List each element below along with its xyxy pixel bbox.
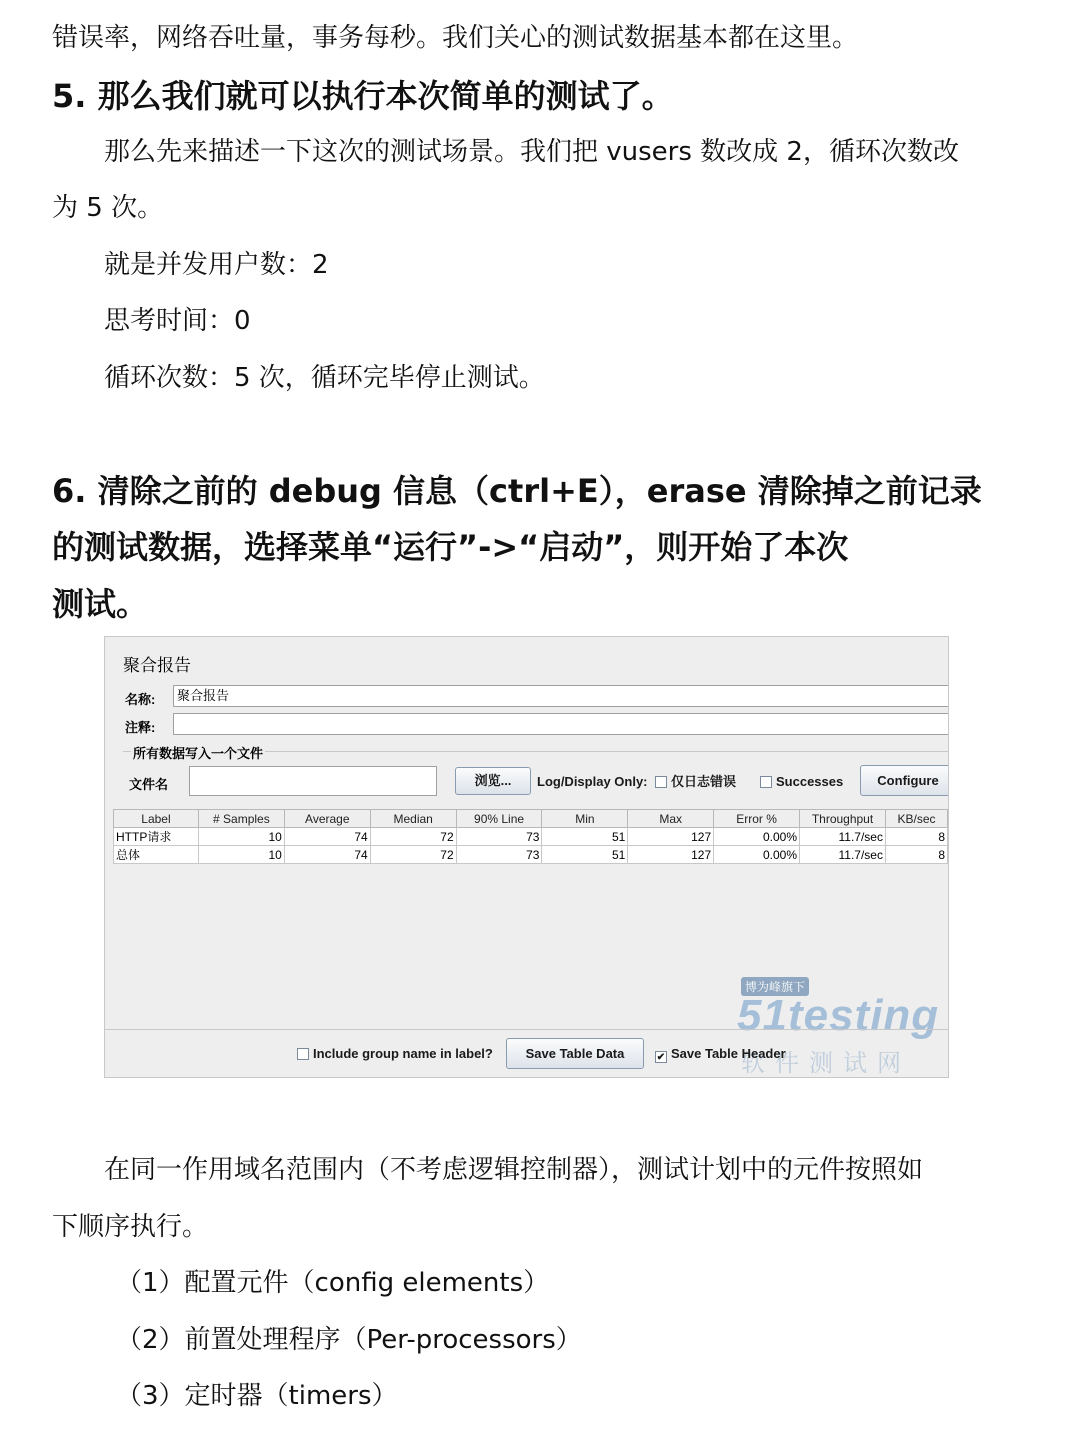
paragraph-scenario-line2: 为 5 次。 [52,193,164,223]
cell-median: 72 [370,828,456,846]
col-kb-sec[interactable]: KB/sec [885,810,947,828]
col-90-line[interactable]: 90% Line [456,810,542,828]
col-label[interactable]: Label [114,810,199,828]
cell-samples: 10 [198,828,284,846]
table-header [114,810,948,828]
paragraph-scenario-line1: 那么先来描述一下这次的测试场景。我们把 vusers 数改成 2，循环次数改 [104,137,959,167]
errors-only-label: 仅日志错误 [671,774,737,789]
list-item: （1）配置元件（config elements） [116,1268,550,1298]
name-label: 名称: [125,692,156,707]
successes-box[interactable] [760,776,772,788]
body-line-top: 错误率，网络吞吐量，事务每秒。我们关心的测试数据基本都在这里。 [52,23,859,53]
watermark-sub: 软件测试网 [741,1050,911,1077]
include-group-box[interactable] [297,1048,309,1060]
col-max[interactable]: Max [628,810,714,828]
save-table-header-checkbox[interactable] [655,1046,786,1063]
cell-average: 74 [284,846,370,864]
errors-only-checkbox[interactable] [655,774,736,790]
configure-button[interactable]: Configure [860,765,949,796]
heading-step-6-line3: 测试。 [52,585,149,623]
paragraph-think-time: 思考时间：0 [104,306,251,336]
filename-input[interactable] [189,766,437,796]
paragraph-execution-order-line2: 下顺序执行。 [52,1212,209,1242]
comment-field[interactable] [173,713,949,735]
include-group-label: Include group name in label? [313,1046,493,1061]
watermark-tag: 博为峰旗下 [741,977,809,996]
errors-only-box[interactable] [655,776,667,788]
cell-kb-sec: 8 [885,828,947,846]
log-display-label: Log/Display Only: [537,774,648,789]
cell-90-line: 73 [456,828,542,846]
col-median[interactable]: Median [370,810,456,828]
cell-max: 127 [628,828,714,846]
table-row[interactable] [114,846,948,864]
paragraph-loop-count: 循环次数：5 次，循环完毕停止测试。 [104,363,545,393]
table-row[interactable] [114,828,948,846]
include-group-checkbox[interactable] [297,1046,493,1062]
cell-error: 0.00% [714,846,800,864]
list-item: （3）定时器（timers） [116,1381,398,1411]
watermark-brand: 51testing [737,991,940,1040]
paragraph-concurrent-users: 就是并发用户数：2 [104,250,329,280]
aggregate-table [113,809,948,864]
group-title: 所有数据写入一个文件 [131,743,265,762]
comment-label: 注释: [125,720,156,735]
heading-step-6-line2: 的测试数据，选择菜单“运行”->“启动”，则开始了本次 [52,528,849,566]
save-table-data-button[interactable]: Save Table Data [506,1038,644,1069]
cell-label: 总体 [114,846,199,864]
aggregate-report-screenshot [104,636,949,1078]
cell-kb-sec: 8 [885,846,947,864]
bottom-divider [105,1029,948,1030]
heading-step-5: 5. 那么我们就可以执行本次简单的测试了。 [52,77,674,115]
list-item: （2）前置处理程序（Per-processors） [116,1325,582,1355]
cell-min: 51 [542,846,628,864]
cell-throughput: 11.7/sec [800,828,886,846]
cell-error: 0.00% [714,828,800,846]
col-samples[interactable]: # Samples [198,810,284,828]
col-min[interactable]: Min [542,810,628,828]
cell-label: HTTP请求 [114,828,199,846]
cell-90-line: 73 [456,846,542,864]
successes-checkbox[interactable] [760,774,843,790]
panel-title: 聚合报告 [123,656,191,675]
save-table-header-label: Save Table Header [671,1046,786,1061]
browse-button[interactable]: 浏览... [455,767,531,795]
cell-min: 51 [542,828,628,846]
col-throughput[interactable]: Throughput [800,810,886,828]
heading-step-6-line1: 6. 清除之前的 debug 信息（ctrl+E），erase 清除掉之前记录 [52,472,982,510]
cell-median: 72 [370,846,456,864]
cell-max: 127 [628,846,714,864]
cell-throughput: 11.7/sec [800,846,886,864]
save-table-header-box[interactable]: ✔ [656,1052,666,1063]
col-error[interactable]: Error % [714,810,800,828]
paragraph-execution-order-line1: 在同一作用域名范围内（不考虑逻辑控制器），测试计划中的元件按照如 [104,1155,924,1185]
col-average[interactable]: Average [284,810,370,828]
file-label: 文件名 [129,777,169,792]
cell-samples: 10 [198,846,284,864]
name-field[interactable]: 聚合报告 [173,685,949,707]
successes-label: Successes [776,774,844,789]
cell-average: 74 [284,828,370,846]
